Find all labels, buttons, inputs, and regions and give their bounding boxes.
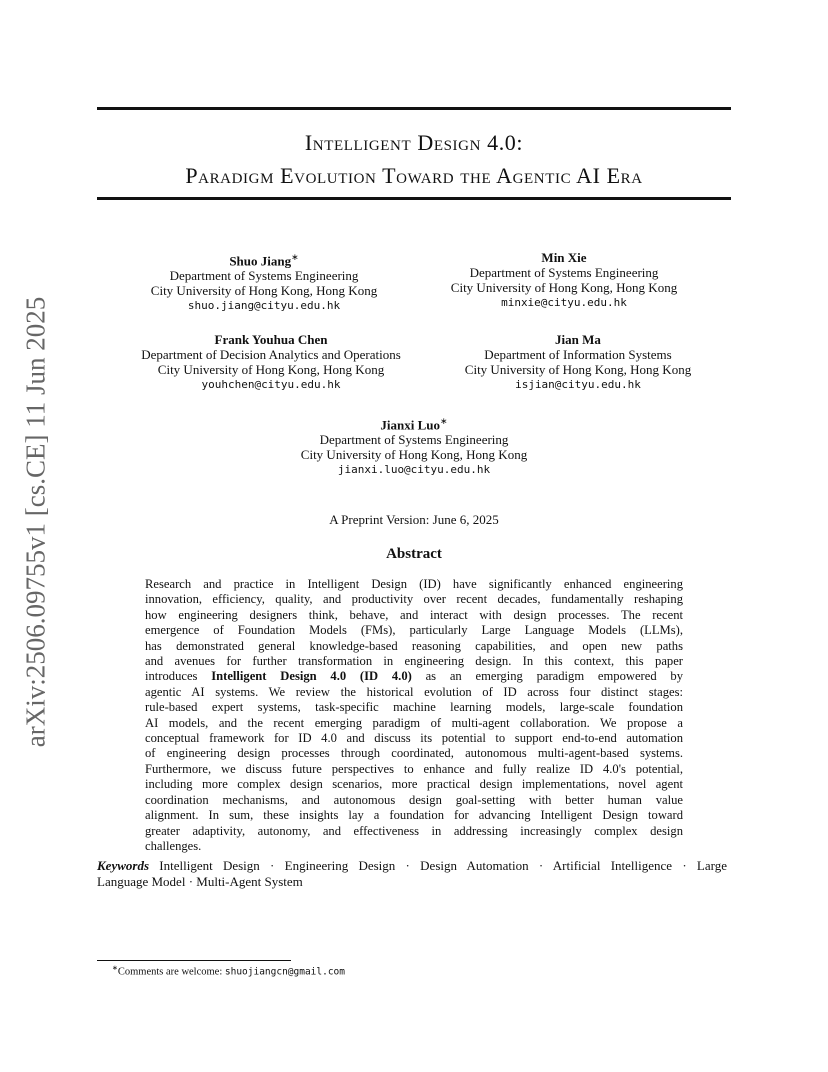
author-block (451, 250, 677, 310)
author-name: Min Xie (541, 250, 587, 265)
author-affiliation: City University of Hong Kong, Hong Kong (157, 362, 385, 377)
abstract-line: of engineering design processes through coordinated, autonomous multi-agent-based systems. (145, 746, 683, 761)
author-affiliation: City University of Hong Kong, Hong Kong (150, 283, 378, 299)
abstract-line: challenges. (145, 838, 202, 853)
footnote-email: shuojiangcn@gmail.com (224, 966, 345, 978)
paper-title (97, 126, 731, 192)
abstract-line: innovation, efficiency, quality, and productivity over recent decades, fundamentally reshaping (145, 592, 683, 607)
abstract-line: has demonstrated general knowledge-based reasoning capabilities, and open new paths (145, 638, 683, 653)
title-rule-top (97, 107, 731, 110)
author-department: Department of Decision Analytics and Operations (141, 347, 401, 362)
author-email: jianxi.luo@cityu.edu.hk (337, 463, 491, 477)
abstract-line: rule-based expert systems, task-specific machine learning models, large-scale foundation (145, 700, 683, 715)
author-department: Department of Information Systems (484, 347, 672, 362)
author-affiliation: City University of Hong Kong, Hong Kong (300, 447, 528, 463)
author-block (465, 332, 691, 392)
abstract-line: Furthermore, we discuss future perspectives to enhance and fully realize ID 4.0's potential, (145, 761, 683, 776)
footnote: ∗Comments are welcome: shuojiangcn@gmail.com (112, 964, 345, 978)
author-affiliation: City University of Hong Kong, Hong Kong (450, 280, 678, 295)
footnote-rule (97, 960, 291, 961)
title-line-2: Paradigm Evolution Toward the Agentic AI Era (185, 163, 643, 188)
author-name: Jianxi Luo∗ (380, 416, 448, 433)
abstract-line: AI models, and the recent emerging paradigm of multi-agent collaboration. We propose a (145, 715, 683, 730)
title-rule-bottom (97, 197, 731, 200)
abstract-heading: Abstract (386, 546, 442, 562)
abstract-line: greater adaptivity, autonomy, and effectiveness in addressing increasingly complex design (145, 823, 683, 838)
preprint-version: A Preprint Version: June 6, 2025 (329, 512, 499, 527)
author-block (141, 332, 401, 392)
abstract-line: coordination mechanisms, and autonomous design goal-setting with better human value (145, 792, 683, 807)
abstract-line: introduces Intelligent Design 4.0 (ID 4.0) as an emerging paradigm empowered by (145, 669, 683, 684)
title-line-1: Intelligent Design 4.0: (304, 130, 524, 155)
keywords-label: Keywords (97, 858, 149, 873)
abstract-line: emergence of Foundation Models (FMs), particularly Large Language Models (LLMs), (145, 623, 683, 638)
author-name: Jian Ma (555, 332, 601, 347)
author-block (151, 250, 377, 313)
abstract-line: alignment. In sum, these insights lay a foundation for advancing Intelligent Design toward (145, 808, 683, 823)
author-department: Department of Systems Engineering (469, 265, 659, 280)
arxiv-identifier: arXiv:2506.09755v1 [cs.CE] 11 Jun 2025 (20, 296, 51, 748)
abstract-line: and avenues for further transformation in engineering design. In this context, this paper (145, 654, 683, 669)
abstract-body (145, 577, 683, 854)
keywords (97, 858, 727, 889)
author-email: isjian@cityu.edu.hk (515, 378, 641, 391)
author-email: shuo.jiang@cityu.edu.hk (187, 299, 341, 313)
author-affiliation: City University of Hong Kong, Hong Kong (464, 362, 692, 377)
author-department: Department of Systems Engineering (319, 432, 509, 448)
abstract-line: how engineering designers think, behave, and interact with design processes. The recent (145, 607, 683, 622)
abstract-line: agentic AI systems. We review the historical evolution of ID across four distinct stages: (145, 684, 683, 699)
author-email: youhchen@cityu.edu.hk (201, 378, 341, 391)
abstract-line: conceptual framework for ID 4.0 and discuss its potential to support end-to-end automation (145, 731, 683, 746)
author-name: Shuo Jiang∗ (229, 252, 299, 269)
keywords-line: Keywords Intelligent Design · Engineering Design · Design Automation · Artificial Intelligence · Large (97, 858, 727, 873)
author-block (301, 414, 527, 477)
author-department: Department of Systems Engineering (169, 268, 359, 284)
author-name: Frank Youhua Chen (214, 332, 328, 347)
author-email: minxie@cityu.edu.hk (501, 296, 627, 309)
keywords-line: Language Model · Multi-Agent System (97, 873, 303, 889)
abstract-line: Research and practice in Intelligent Design (ID) have significantly enhanced engineering (145, 577, 683, 591)
id40-term: Intelligent Design 4.0 (ID 4.0) (211, 669, 412, 684)
abstract-line: including more complex design scenarios, more practical design implementations, novel agent (145, 777, 683, 792)
